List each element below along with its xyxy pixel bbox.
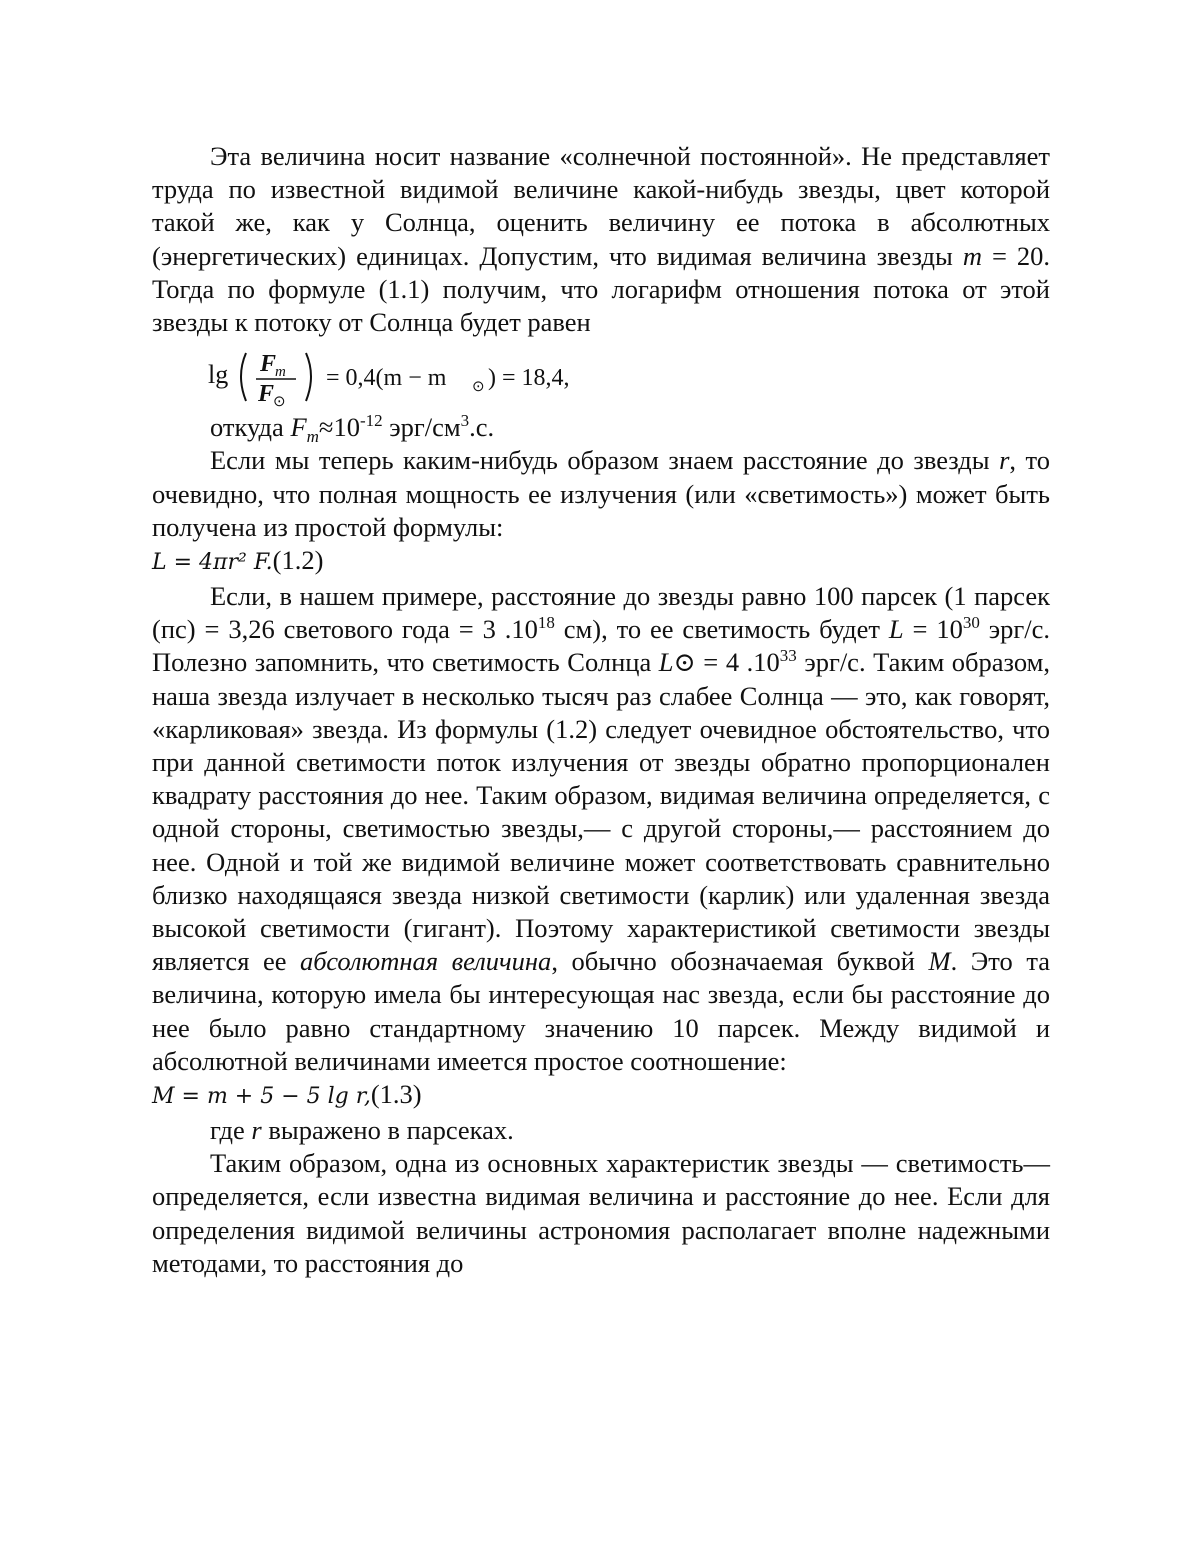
text-run: где xyxy=(210,1115,252,1146)
var-m: m xyxy=(962,240,982,271)
num-F: F xyxy=(260,351,277,378)
text-run: эрг/см xyxy=(382,412,461,443)
text-run: , обычно обозначаемая буквой xyxy=(551,946,929,977)
text-run: эрг/с. Таким образом, наша звезда излучает в несколько тысяч раз слабее Солнца — это, как говорят, «карликовая» звезда. Из формулы (1.2) следует очевидное обстоятельство, что при данной светимости поток излучения от звезды обратно пропорционален квадрату расстояния до нее. Таким образом, видимая величина определяется, с одной стороны, светимостью звезды,— с другой стороны,— расстоянием до нее. Одной и той же видимой величине может соответствовать сравнительно близко находящаяся звезда низкой светимости (карлик) или удаленная звезда высокой светимости (гигант). Поэтому характеристикой светимости звезды является ее xyxy=(152,647,1051,977)
text-run: см), то ее светимость будет xyxy=(554,614,889,645)
formula-expr: L = 4πr² F. xyxy=(152,550,273,576)
exp: 33 xyxy=(779,646,797,666)
text-run: , то очевидно, что полная мощность ее излучения (или «светимость») может быть получена из простой формулы: xyxy=(152,445,1051,542)
var-L-sun: L xyxy=(658,647,674,678)
sub-m: m xyxy=(306,427,319,447)
text-run: ≈10 xyxy=(318,412,360,443)
text-run: откуда xyxy=(210,412,291,443)
text-run: Если мы теперь каким-нибудь образом знаем расстояние до звезды xyxy=(210,445,1000,476)
var-L: L xyxy=(888,614,904,645)
left-paren xyxy=(241,353,246,401)
right-paren xyxy=(306,353,311,401)
exp: -12 xyxy=(359,411,383,431)
text-run: эрг/с. Полезно запомнить, что светимость Солнца xyxy=(152,614,1050,678)
rhs-text: = 0,4(m − m xyxy=(326,365,447,392)
formula-flux-ratio-svg xyxy=(208,345,648,407)
text-run: Эта величина носит название «солнечной постоянной». Не представляет труда по известной видимой величине какой-нибудь звезды, цвет которой такой же, как у Солнца, оценить величину ее потока в абсолютных (энергетических) единицах. Допустим, что видимая величина звезды xyxy=(152,141,1050,271)
exp: 3 xyxy=(460,411,470,431)
formula-expr: M = m + 5 − 5 lg r, xyxy=(152,1084,371,1110)
text-run: = 10 xyxy=(903,614,963,645)
den-sub: ⊙ xyxy=(273,394,286,408)
formula-distance-modulus xyxy=(152,1078,1050,1114)
var-r: r xyxy=(999,445,1010,476)
paragraph-luminosity-intro xyxy=(152,444,1050,544)
text-run: выражено в парсеках. xyxy=(261,1115,514,1146)
document-page xyxy=(152,140,1050,1280)
formula-luminosity xyxy=(152,544,1050,580)
term-absolute-magnitude: абсолютная величина xyxy=(300,946,552,977)
exp: 18 xyxy=(537,613,555,633)
equation-number: (1.2) xyxy=(272,545,324,576)
text-run: .с. xyxy=(469,412,495,443)
var-r: r xyxy=(251,1115,262,1146)
den-F: F xyxy=(258,381,275,408)
exp: 30 xyxy=(962,613,980,633)
where-line xyxy=(152,1114,1050,1147)
var-F: F xyxy=(290,412,307,443)
sun-symbol: ⊙ xyxy=(673,647,696,678)
text-run: Если, в нашем примере, расстояние до звезды равно 100 парсек (1 парсек (пс) = 3,26 светового года = 3 .10 xyxy=(152,581,1050,645)
text-run: = 4 .10 xyxy=(695,647,780,678)
var-M: M xyxy=(928,946,951,977)
text-run: = 20. Тогда по формуле (1.1) получим, что логарифм отношения потока от этой звезды к потоку от Солнца будет равен xyxy=(152,240,1050,338)
text-run: . Это та величина, которую имела бы интересующая нас звезда, если бы расстояние до нее было равно стандартному значению 10 парсек. Между видимой и абсолютной величинами имеется простое соотношение: xyxy=(152,946,1051,1076)
rhs-sub: ⊙ xyxy=(472,379,485,396)
num-sub: m xyxy=(275,364,286,381)
paragraph-distance-problem: Таким образом, одна из основных характеристик звезды — светимость— определяется, если известна видимая величина и расстояние до нее. Если для определения видимой величины астрономия располагает вполне надежными методами, то расстояния до xyxy=(152,1148,1050,1278)
whence-line xyxy=(152,411,1050,447)
formula-flux-ratio xyxy=(152,345,1050,407)
lg-text: lg xyxy=(208,360,229,390)
paragraph-luminosity-example xyxy=(152,580,1050,1078)
equation-number: (1.3) xyxy=(370,1079,422,1110)
paragraph-solar-constant xyxy=(152,140,1050,339)
rhs-tail: ) = 18,4, xyxy=(488,365,570,392)
